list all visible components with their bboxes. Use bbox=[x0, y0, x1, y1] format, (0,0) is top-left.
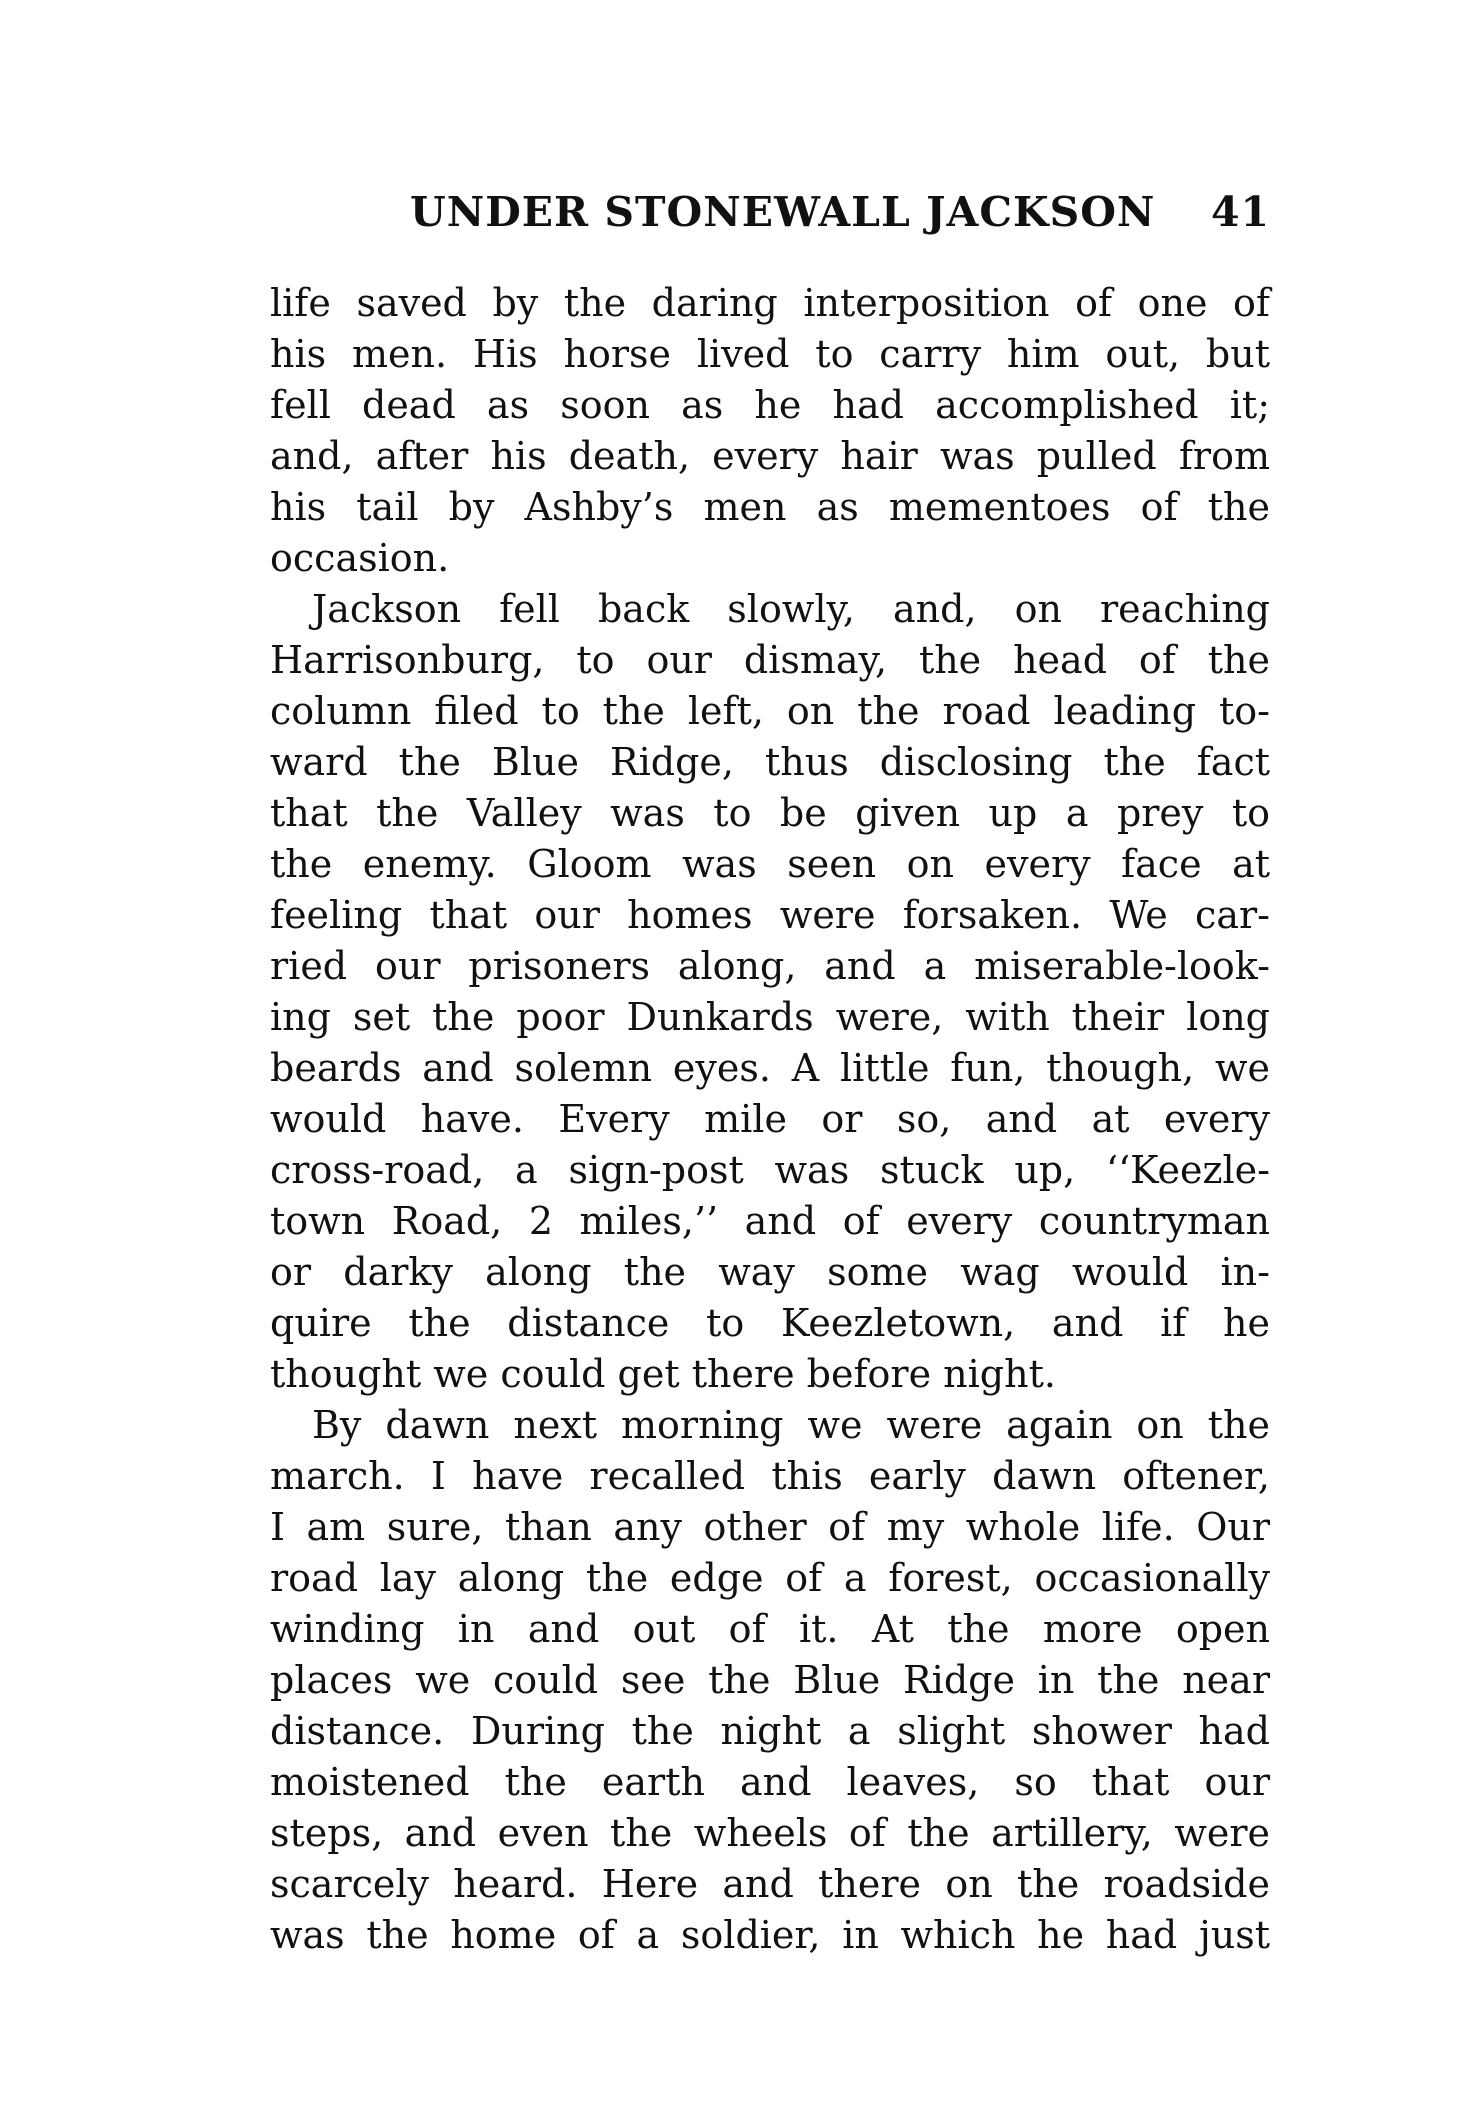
text-line: I am sure, than any other of my whole life. Our bbox=[270, 1505, 1270, 1549]
text-line: Harrisonburg, to our dismay, the head of the bbox=[270, 638, 1270, 682]
text-line: thought we could get there before night. bbox=[270, 1352, 1056, 1396]
text-line: winding in and out of it. At the more open bbox=[270, 1607, 1270, 1651]
text-line: quire the distance to Keezletown, and if he bbox=[270, 1301, 1270, 1345]
running-title: UNDER STONEWALL JACKSON bbox=[410, 188, 1156, 236]
text-line: moistened the earth and leaves, so that our bbox=[270, 1760, 1270, 1804]
text-line: feeling that our homes were forsaken. We car- bbox=[270, 893, 1270, 937]
text-line: column filed to the left, on the road leading to- bbox=[270, 689, 1270, 733]
text-line: scarcely heard. Here and there on the roadside bbox=[270, 1862, 1270, 1906]
text-line: beards and solemn eyes. A little fun, though, we bbox=[270, 1046, 1270, 1090]
page-number: 41 bbox=[1210, 188, 1270, 236]
text-line: ward the Blue Ridge, thus disclosing the fact bbox=[270, 740, 1270, 784]
text-line: the enemy. Gloom was seen on every face at bbox=[270, 842, 1270, 886]
text-line: places we could see the Blue Ridge in the near bbox=[270, 1658, 1270, 1702]
text-line: ing set the poor Dunkards were, with their long bbox=[270, 995, 1270, 1039]
text-line: his men. His horse lived to carry him out, but bbox=[270, 332, 1270, 376]
text-line: life saved by the daring interposition of one of bbox=[270, 281, 1270, 325]
text-line: cross-road, a sign-post was stuck up, ‘‘Keezle- bbox=[270, 1148, 1270, 1192]
paragraph-start-line: By dawn next morning we were again on the bbox=[312, 1403, 1270, 1447]
text-line: fell dead as soon as he had accomplished it; bbox=[270, 383, 1270, 427]
body-text bbox=[270, 278, 1270, 1961]
text-line: that the Valley was to be given up a prey to bbox=[270, 791, 1270, 835]
text-line: his tail by Ashby’s men as mementoes of the bbox=[270, 485, 1270, 529]
text-line: occasion. bbox=[270, 536, 450, 580]
text-line: would have. Every mile or so, and at every bbox=[270, 1097, 1270, 1141]
text-line: road lay along the edge of a forest, occasionally bbox=[270, 1556, 1270, 1600]
paragraph-start-line: Jackson fell back slowly, and, on reaching bbox=[312, 587, 1270, 631]
text-line: march. I have recalled this early dawn oftener, bbox=[270, 1454, 1270, 1498]
text-line: and, after his death, every hair was pulled from bbox=[270, 434, 1270, 478]
text-line: was the home of a soldier, in which he had just bbox=[270, 1913, 1270, 1957]
text-line: distance. During the night a slight shower had bbox=[270, 1709, 1270, 1753]
text-line: ried our prisoners along, and a miserable-look- bbox=[270, 944, 1270, 988]
text-line: town Road, 2 miles,’’ and of every countryman bbox=[270, 1199, 1270, 1243]
text-line: steps, and even the wheels of the artillery, were bbox=[270, 1811, 1270, 1855]
text-line: or darky along the way some wag would in- bbox=[270, 1250, 1270, 1294]
running-head bbox=[270, 188, 1270, 248]
